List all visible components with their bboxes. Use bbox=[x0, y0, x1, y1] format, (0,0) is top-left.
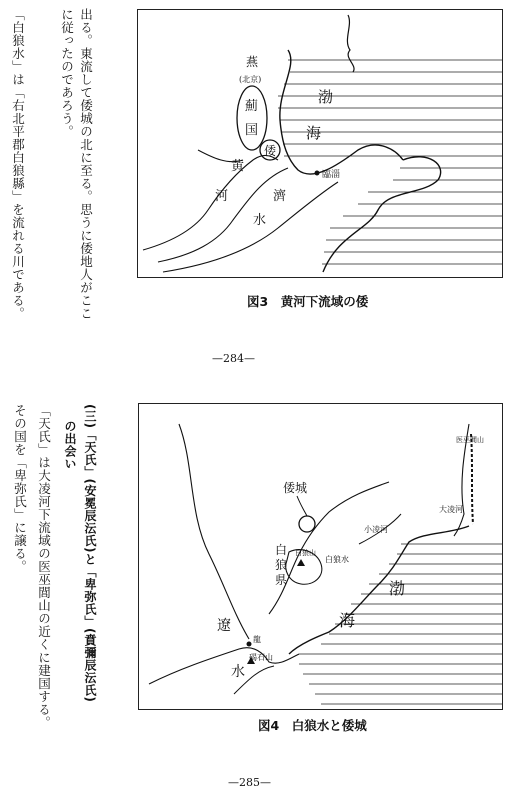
label-guo: 国 bbox=[245, 123, 259, 138]
label-yiwulu: 医巫閭山 bbox=[456, 436, 484, 444]
label-ji-water: 濟 bbox=[273, 189, 287, 204]
figure-3-map bbox=[137, 9, 503, 278]
sea-hatching bbox=[299, 544, 502, 704]
section-heading-col-2: の出会い bbox=[63, 420, 77, 470]
label-shiro: 白 bbox=[275, 543, 288, 557]
label-bo: 渤 bbox=[318, 88, 334, 106]
coastline-north bbox=[280, 50, 403, 174]
label-he: 河 bbox=[215, 189, 229, 204]
label-woshiro: 倭城 bbox=[283, 481, 308, 495]
figure-4-caption: 図4 白狼水と倭城 bbox=[258, 718, 367, 733]
bailang-mountain-triangle bbox=[297, 559, 305, 566]
liao-river-upper bbox=[179, 424, 249, 639]
linzi-dot bbox=[315, 171, 320, 176]
yiwulu-mountain-line bbox=[471, 434, 473, 524]
figure-4-map bbox=[138, 403, 503, 710]
coastline bbox=[289, 526, 469, 654]
section-heading-col-1: (三)「天氏」(安冕辰沄氏)と「卑弥氏」(賁彌辰沄氏) bbox=[83, 404, 97, 703]
figure-3-svg bbox=[138, 10, 502, 277]
longcheng-dot bbox=[247, 642, 252, 647]
text-column-3: 「白狼水」は「右北平郡白狼縣」を流れる川である。 bbox=[10, 8, 26, 320]
label-bailang-water: 白狼水 bbox=[325, 555, 349, 564]
label-beijing: (北京) bbox=[239, 75, 262, 84]
label-jieshi: 碣石山 bbox=[249, 653, 273, 662]
label-ro: 狼 bbox=[275, 558, 288, 572]
yellow-river-2 bbox=[158, 168, 288, 262]
label-yan: 燕 bbox=[246, 55, 259, 69]
label-shui: 水 bbox=[231, 664, 245, 680]
page-number-284: —284— bbox=[212, 352, 255, 365]
text-column-4: 「天氏」は大凌河下流域の医巫閭山の近くに建国する。 bbox=[36, 404, 52, 729]
text-column-1: 出る。東流して倭城の北に至る。思うに倭地人がここ bbox=[78, 8, 94, 320]
label-ken: 県 bbox=[275, 573, 288, 587]
figure-3-caption: 図3 黄河下流域の倭 bbox=[247, 294, 369, 309]
label-linzi: 臨淄 bbox=[322, 170, 341, 180]
figure-4-svg bbox=[139, 404, 502, 709]
coastline-east bbox=[347, 15, 354, 72]
label-wo: 倭 bbox=[264, 144, 277, 158]
page-number-285: —285— bbox=[228, 776, 271, 789]
label-xiaoling: 小凌河 bbox=[364, 525, 388, 534]
label-daling: 大凌河 bbox=[439, 505, 463, 514]
label-hai: 海 bbox=[306, 124, 322, 142]
label-bailang-mtn: 白狼山 bbox=[295, 549, 316, 557]
label-huang: 黄 bbox=[231, 159, 245, 174]
ji-guo-oval bbox=[237, 86, 267, 150]
ji-river bbox=[163, 182, 338, 272]
yellow-river bbox=[143, 155, 278, 250]
label-hai: 海 bbox=[339, 611, 356, 630]
liao-river bbox=[149, 648, 299, 684]
text-column-2: に従ったのであろう。 bbox=[59, 8, 75, 138]
label-shui: 水 bbox=[253, 213, 267, 228]
sea-hatching bbox=[278, 60, 502, 264]
label-longcheng: 龍 bbox=[253, 635, 261, 644]
label-bo: 渤 bbox=[389, 579, 406, 598]
label-liao: 遼 bbox=[217, 618, 231, 634]
woshiro-arrow bbox=[297, 496, 307, 516]
woshiro-circle bbox=[299, 516, 315, 532]
peninsula bbox=[323, 157, 441, 272]
text-column-5: その国を「卑弥氏」に譲る。 bbox=[12, 404, 28, 573]
label-ji: 薊 bbox=[245, 99, 259, 114]
